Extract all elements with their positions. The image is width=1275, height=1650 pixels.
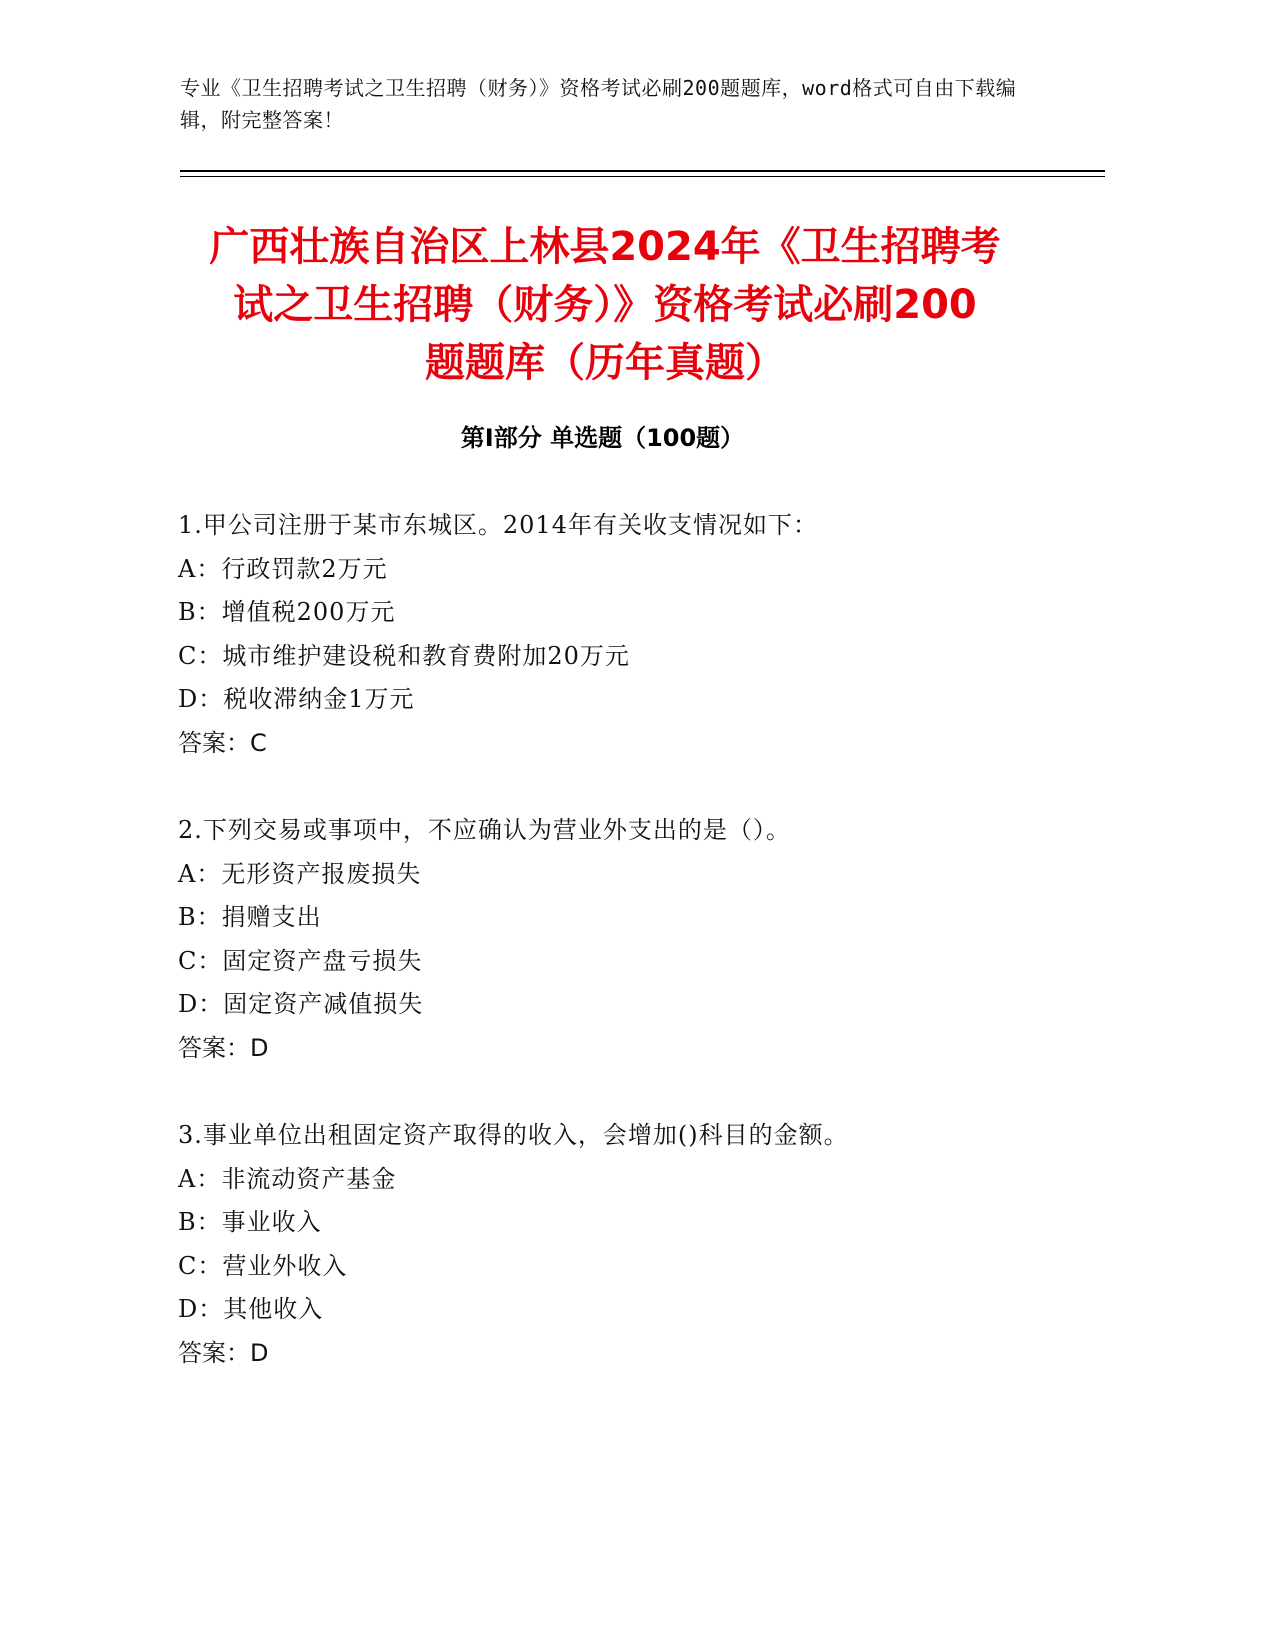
title-line-1: 广西壮族自治区上林县2024年《卫生招聘考 <box>209 224 1001 270</box>
option-b: B：捐赠支出 <box>178 903 322 931</box>
option-d: D：税收滞纳金1万元 <box>178 685 415 713</box>
option-c: C：营业外收入 <box>178 1251 348 1280</box>
title-line-3: 题题库（历年真题） <box>425 340 785 386</box>
option-a: A：行政罚款2万元 <box>178 554 388 583</box>
answer-line: 答案：D <box>178 1338 269 1367</box>
question-stem: 2.下列交易或事项中，不应确认为营业外支出的是（）。 <box>178 816 791 844</box>
option-c: C：固定资产盘亏损失 <box>178 946 423 975</box>
option-b: B：增值税200万元 <box>178 598 396 626</box>
answer-line: 答案：D <box>178 1033 269 1062</box>
option-b: B：事业收入 <box>178 1208 322 1236</box>
option-c: C：城市维护建设税和教育费附加20万元 <box>178 641 630 670</box>
option-a: A：非流动资产基金 <box>178 1164 397 1193</box>
option-a: A：无形资产报废损失 <box>178 859 422 888</box>
question-block <box>178 504 1078 765</box>
option-d: D：其他收入 <box>178 1295 324 1323</box>
header-divider-thin <box>180 176 1105 177</box>
question-block <box>178 809 1078 1070</box>
answer-line: 答案：C <box>178 728 267 757</box>
document-title <box>165 218 1045 392</box>
question-stem: 3.事业单位出租固定资产取得的收入，会增加()科目的金额。 <box>178 1121 849 1149</box>
header-note: 专业《卫生招聘考试之卫生招聘（财务）》资格考试必刷200题题库，word格式可自由下载编辑，附完整答案！ <box>180 76 1017 132</box>
question-stem: 1.甲公司注册于某市东城区。2014年有关收支情况如下： <box>178 511 818 539</box>
option-d: D：固定资产减值损失 <box>178 990 424 1018</box>
title-line-2: 试之卫生招聘（财务）》资格考试必刷200 <box>233 282 977 328</box>
header-divider-thick <box>180 170 1105 172</box>
question-block <box>178 1114 1078 1375</box>
section-heading: 第Ⅰ部分 单选题（100题） <box>460 424 745 452</box>
